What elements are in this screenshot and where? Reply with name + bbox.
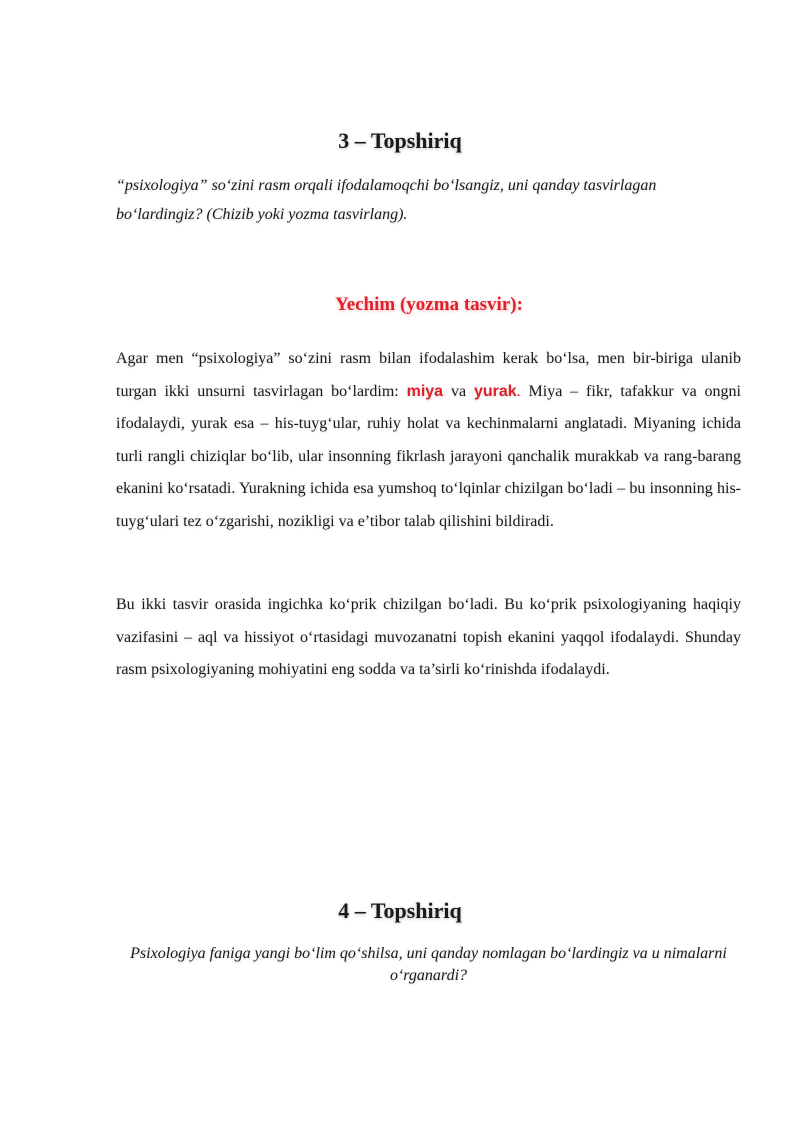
solution-title: Yechim (yozma tasvir): — [335, 294, 523, 315]
solution-paragraph-2: Bu ikki tasvir orasida ingichka ko‘prik chizilgan bo‘ladi. Bu ko‘prik psixologiyaning haqiqiy vazifasini – aql va hissiyot o‘rtasidagi muvozanatni topish ekanini yaqqol ifodalaydi. Shunday rasm psixologiyaning mohiyatini eng sodda va ta’sirli ko‘rinishda ifodalaydi. — [116, 596, 741, 678]
solution-p1-mid: va — [443, 382, 474, 400]
task3-title: 3 – Topshiriq — [338, 128, 462, 153]
highlight-yurak-dot: . — [516, 382, 521, 400]
highlight-miya: miya — [406, 382, 444, 400]
solution-paragraph-1 — [116, 343, 741, 538]
highlight-yurak: yurak — [473, 382, 517, 400]
solution-p1-after: Miya – fikr, tafakkur va ongni ifodalaydi, yurak esa – his-tuyg‘ular, ruhiy holat va kechinmalarni anglatadi. Miyaning ichida turli rangli chiziqlar bo‘lib, ular insonning fikrlash jarayoni qanchalik murakkab va rang-barang ekanini ko‘rsatadi. Yurakning ichida esa yumshoq to‘lqinlar chizilgan bo‘ladi – bu insonning his-tuyg‘ulari tez o‘zgarishi, nozikligi va e’tibor talab qilishini bildiradi. — [116, 382, 741, 530]
task4-title: 4 – Topshiriq — [338, 898, 462, 923]
task3-question: “psixologiya” so‘zini rasm orqali ifodalamoqchi bo‘lsangiz, uni qanday tasvirlagan bo‘lardingiz? (Chizib yoki yozma tasvirlang). — [116, 177, 657, 223]
task4-question: Psixologiya faniga yangi bo‘lim qo‘shilsa, uni qanday nomlagan bo‘lardingiz va u nimalarni o‘rganardi? — [130, 945, 727, 984]
solution-p1-before: Agar men “psixologiya” so‘zini rasm bilan ifodalashim kerak bo‘lsa, men bir-biriga ulanib turgan ikki unsurni tasvirlagan bo‘lardim: — [116, 350, 741, 400]
